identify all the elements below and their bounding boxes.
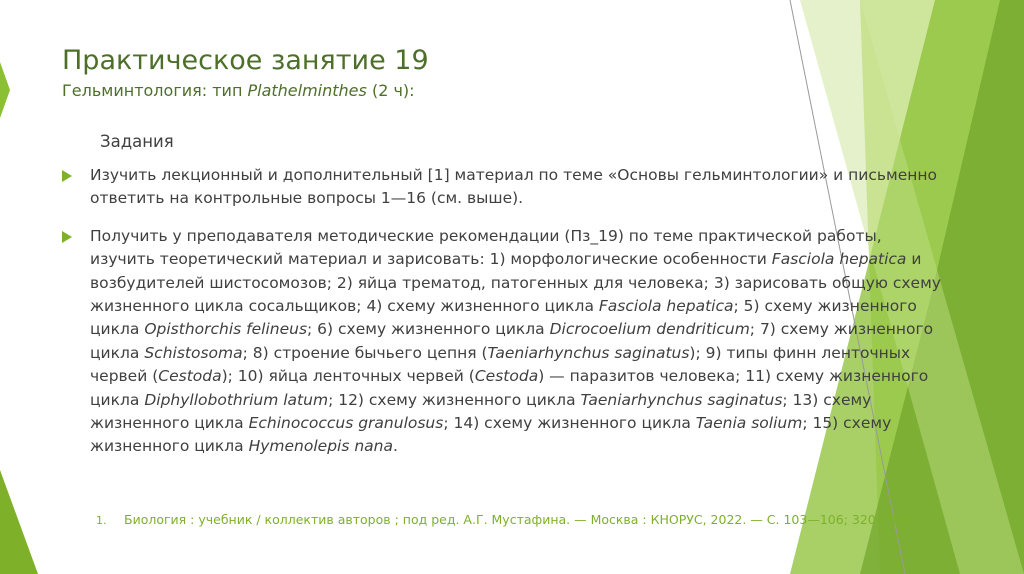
- text-segment: ; 15) схему жизненного цикла: [90, 414, 892, 456]
- taxon-name: Diphyllobothrium latum: [144, 390, 329, 409]
- list-item: [62, 225, 942, 459]
- text-segment: ; 7) схему жизненного цикла: [90, 320, 934, 362]
- task-list: [62, 164, 942, 473]
- taxon-name: Opisthorchis felineus: [144, 320, 308, 339]
- triangle-right-icon: [62, 231, 72, 243]
- triangle-right-icon: [62, 170, 72, 182]
- text-segment: ) — паразитов человека; 11) схему жизненного цикла: [90, 367, 929, 409]
- taxon-name: Fasciola hepatica: [598, 297, 734, 316]
- tasks-heading: Задания: [100, 132, 174, 151]
- text-segment: ; 6) схему жизненного цикла: [307, 320, 550, 339]
- page-subtitle: [62, 80, 782, 102]
- taxon-name: Taeniarhynchus saginatus: [487, 343, 690, 362]
- text-segment: Получить у преподавателя методические рекомендации (Пз_19) по теме практической работы, изучить теоретический материал и зарисовать: 1) морфологические особенности: [90, 226, 882, 269]
- list-item: [62, 164, 942, 211]
- subtitle-taxon: Plathelminthes: [247, 81, 367, 100]
- left-green-sliver: [0, 62, 10, 118]
- text-segment: и возбудителей шистосомозов; 2) яйца трематод, патогенных для человека; 3) зарисовать общую схему жизненного цикла сосальщиков; 4) схему жизненного цикла: [90, 250, 941, 316]
- taxon-name: Hymenolepis nana: [248, 437, 393, 456]
- taxon-name: Schistosoma: [144, 343, 243, 362]
- taxon-name: Dicrocoelium dendriticum: [549, 320, 750, 339]
- left-lower-sliver: [0, 470, 38, 574]
- text-segment: ; 13) схему жизненного цикла: [90, 390, 872, 433]
- text-segment: .: [392, 437, 398, 456]
- list-item-text: [90, 225, 942, 459]
- text-segment: ; 5) схему жизненного цикла: [90, 297, 917, 339]
- text-segment: ; 14) схему жизненного цикла: [443, 414, 696, 433]
- title-block: [62, 44, 782, 102]
- taxon-name: Taeniarhynchus saginatus: [580, 390, 783, 409]
- taxon-name: Fasciola hepatica: [771, 250, 907, 269]
- text-segment: Изучить лекционный и дополнительный [1] материал по теме «Основы гельминтологии» и письменно ответить на контрольные вопросы 1—16 (см. выше).: [90, 166, 938, 208]
- text-segment: ); 9) типы финн ленточных червей (: [90, 343, 911, 386]
- text-segment: ; 12) схему жизненного цикла: [328, 390, 581, 409]
- footnote: [96, 512, 916, 527]
- taxon-name: Taenia solium: [695, 414, 803, 433]
- footnote-text: Биология : учебник / коллектив авторов ; под ред. А.Г. Мустафина. — Москва : КНОРУС, 2022. — С. 103—106; 320—330.: [124, 512, 917, 527]
- page-title: Практическое занятие 19: [62, 45, 429, 76]
- taxon-name: Cestoda: [158, 367, 222, 386]
- subtitle-prefix: Гельминтология: тип: [62, 81, 248, 100]
- subtitle-suffix: (2 ч):: [366, 81, 415, 100]
- taxon-name: Echinococcus granulosus: [248, 414, 444, 433]
- list-item-text: [90, 164, 942, 211]
- taxon-name: Cestoda: [474, 367, 539, 386]
- footnote-number: 1.: [96, 514, 107, 527]
- text-segment: ; 8) строение бычьего цепня (: [242, 343, 488, 362]
- text-segment: ); 10) яйца ленточных червей (: [221, 367, 475, 386]
